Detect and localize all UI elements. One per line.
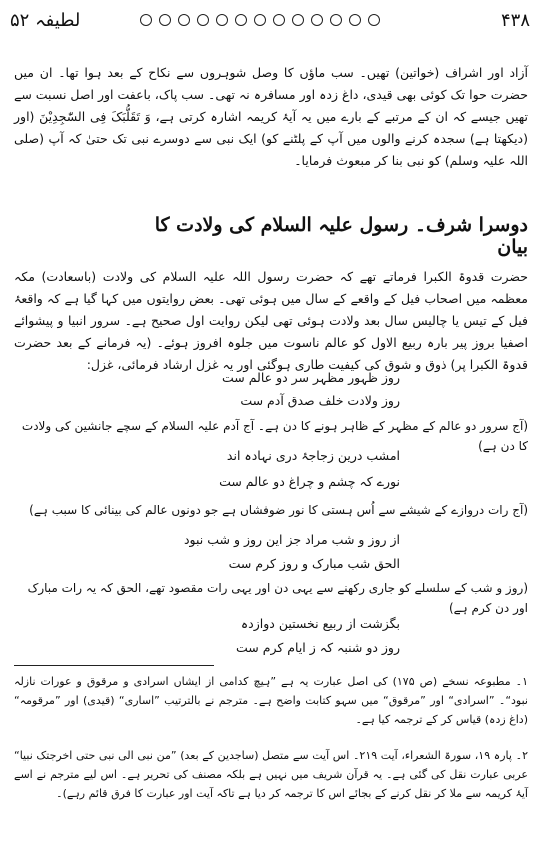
verse-line: از روز و شب مراد جز این روز و شب نبود: [183, 532, 400, 547]
footnote-divider: [14, 665, 214, 666]
chapter-title: لطیفہ ۵۲: [10, 10, 81, 31]
verse-line: نورے کہ چشم و چراغ دو عالم ست: [219, 474, 400, 489]
verse-line: روز ولادت خلف صدق آدم ست: [240, 393, 400, 408]
body-paragraph: حضرت قدوۃ الکبرا فرماتے تھے کہ حضرت رسول اللہ علیہ السلام کی ولادت (باسعادت) مکہ معظمہ میں اصحاب فیل کے واقعے کے سال میں ہوئی تھی۔ بعض روایتوں میں کہا گیا ہے کہ واقعۂ فیل کے تیس یا چالیس سال بعد ولادت ہوئی تھی لیکن روایت اول صحیح ہے۔ سرور انبیا و پیشوائے اصفیا بروز پیر بارہ ربیع الاول کو عالم ناسوت میں جلوہ افروز ہوئے۔ (یہ فرمانے کے بعد حضرت قدوۃ الکبرا پر) ذوق و شوق کی کیفیت طاری ہوگئی اور یہ غزل ارشاد فرمائی، غزل:: [14, 269, 528, 372]
verse-translation: (آج سرور دو عالم کے مظہر کے ظاہر ہونے کا دن ہے۔ آج آدم علیہ السلام کے سچے جانشین کی ولادت کا دن ہے): [21, 419, 528, 453]
verse-line: روز دو شنبہ کہ ز ایام کرم ست: [235, 640, 400, 655]
verse-line: الحق شب مبارک و روز کرم ست: [228, 556, 400, 571]
verse-translation: (آج رات دروازے کے شیشے سے اُس ہستی کا نور ضوفشاں ہے جو دونوں عالم کی بینائی کا سبب ہے): [29, 503, 528, 517]
footnote: ۱۔ مطبوعہ نسخے (ص ۱۷۵) کی اصل عبارت یہ ہے ”ہیچ کدامی از ایشاں اسرادی و مرقوق و عورات نازلہ نبود“۔ ”اسرادی“ اور ”مرقوق“ میں سہو کتابت واضح ہے۔ مترجم نے بالترتیب ”اساری“ (قیدی) اور ”مرقومہ“ (داغ زدہ) قیاس کر کے ترجمہ کیا ہے۔: [14, 675, 528, 726]
section-title: دوسرا شرف۔ رسول علیہ السلام کی ولادت کا بیان: [154, 214, 528, 258]
verse-line: امشب درین زجاجۂ دری نہادہ اند: [226, 448, 400, 463]
verse-line: بگزشت از ربیع نخستین دوازدہ: [240, 616, 400, 631]
verse-translation: (روز و شب کے سلسلے کو جاری رکھنے سے یہی دن اور یہی رات مقصود تھے، الحق کہ یہ رات مبارک اور دن کرم ہے): [27, 581, 528, 615]
intro-paragraph: آزاد اور اشراف (خواتین) تھیں۔ سب ماؤں کا وصل شوہروں سے نکاح کے بعد ہوا تھا۔ ان میں حضرت حوا تک کوئی بھی قیدی، داغ زدہ اور مسافرہ نہ تھی۔ سب پاک، باعفت اور اصل نسبت سے تھیں جیسے کہ ان کے مرتبے کے بارے میں یہ آیۂ کریمہ اشارہ کرتی ہے، وَ تَقَلُّبَکَ فِی السّٰجِدِیْنَ (اور (دیکھتا ہے) سجدہ کرنے والوں میں آپ کے پلٹنے کو) ایک نبی سے دوسرے نبی تک حتیٰ کہ آپ (صلی اللہ علیہ وسلم) کو نبی بنا کر مبعوث فرمایا۔: [14, 65, 528, 168]
footnote: ۲۔ پارہ ۱۹، سورۃ الشعراء، آیت ۲۱۹۔ اس آیت سے متصل (ساجدین کے بعد) ”من نبی الی نبی حتی اخرجتک نبیا“ عربی عبارت نقل کی گئی ہے۔ یہ قرآن شریف میں نہیں ہے بلکہ مصنف کی تحریر ہے۔ اس لیے مترجم نے اسے آیۂ کریمہ سے ملا کر نقل کرنے کے بجائے اس کا ترجمہ کر دیا ہے تاکہ آیت اور عبارت کا فرق قائم رہے)۔: [14, 749, 528, 800]
verse-line: روز ظہور مظہر سر دو عالم ست: [221, 370, 400, 385]
page-number: ۴۳۸: [500, 10, 530, 31]
page-header: [10, 8, 530, 38]
ornament-divider: [140, 14, 380, 30]
